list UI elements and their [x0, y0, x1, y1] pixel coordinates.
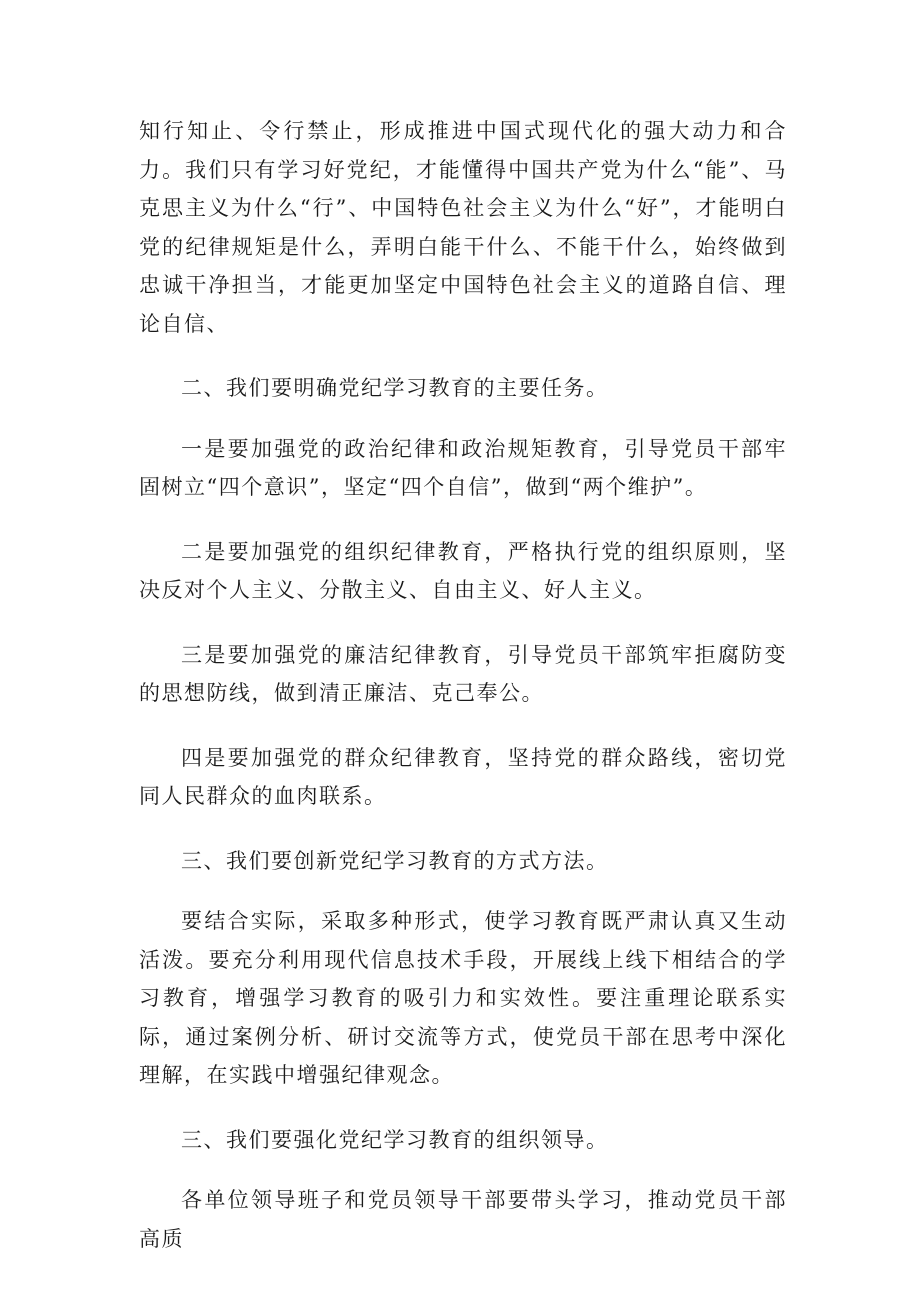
section-heading-3a: 三、我们要创新党纪学习教育的方式方法。 [181, 848, 609, 873]
paragraph-continued: 知行知止、令行禁止，形成推进中国式现代化的强大动力和合力。我们只有学习好党纪，才能懂得中国共产党为什么“能”、马克思主义为什么“行”、中国特色社会主义为什么“好”，才能明白党的纪律规矩是什么，弄明白能干什么、不能干什么，始终做到忠诚干净担当，才能更加坚定中国特色社会主义的道路自信、理论自信、 [139, 119, 787, 336]
section-heading-2: 二、我们要明确党纪学习教育的主要任务。 [181, 376, 609, 400]
document-body [139, 112, 787, 1284]
paragraph-methods: 要结合实际，采取多种形式，使学习教育既严肃认真又生动活泼。要充分利用现代信息技术手段，开展线上线下相结合的学习教育，增强学习教育的吸引力和实效性。要注重理论联系实际，通过案例分析、研讨交流等方式，使党员干部在思考中深化理解，在实践中增强纪律观念。 [139, 909, 787, 1087]
paragraph-leadership: 各单位领导班子和党员领导干部要带头学习，推动党员干部高质 [139, 1188, 787, 1251]
paragraph-task-3: 三是要加强党的廉洁纪律教育，引导党员干部筑牢拒腐防变的思想防线，做到清正廉洁、克己奉公。 [139, 642, 787, 705]
paragraph-task-2: 二是要加强党的组织纪律教育，严格执行党的组织原则，坚决反对个人主义、分散主义、自由主义、好人主义。 [139, 539, 787, 602]
section-heading-3b: 三、我们要强化党纪学习教育的组织领导。 [181, 1127, 609, 1152]
paragraph-task-4: 四是要加强党的群众纪律教育，坚持党的群众路线，密切党同人民群众的血肉联系。 [139, 745, 787, 808]
paragraph-task-1: 一是要加强党的政治纪律和政治规矩教育，引导党员干部牢固树立“四个意识”，坚定“四个自信”，做到“两个维护”。 [139, 436, 787, 499]
